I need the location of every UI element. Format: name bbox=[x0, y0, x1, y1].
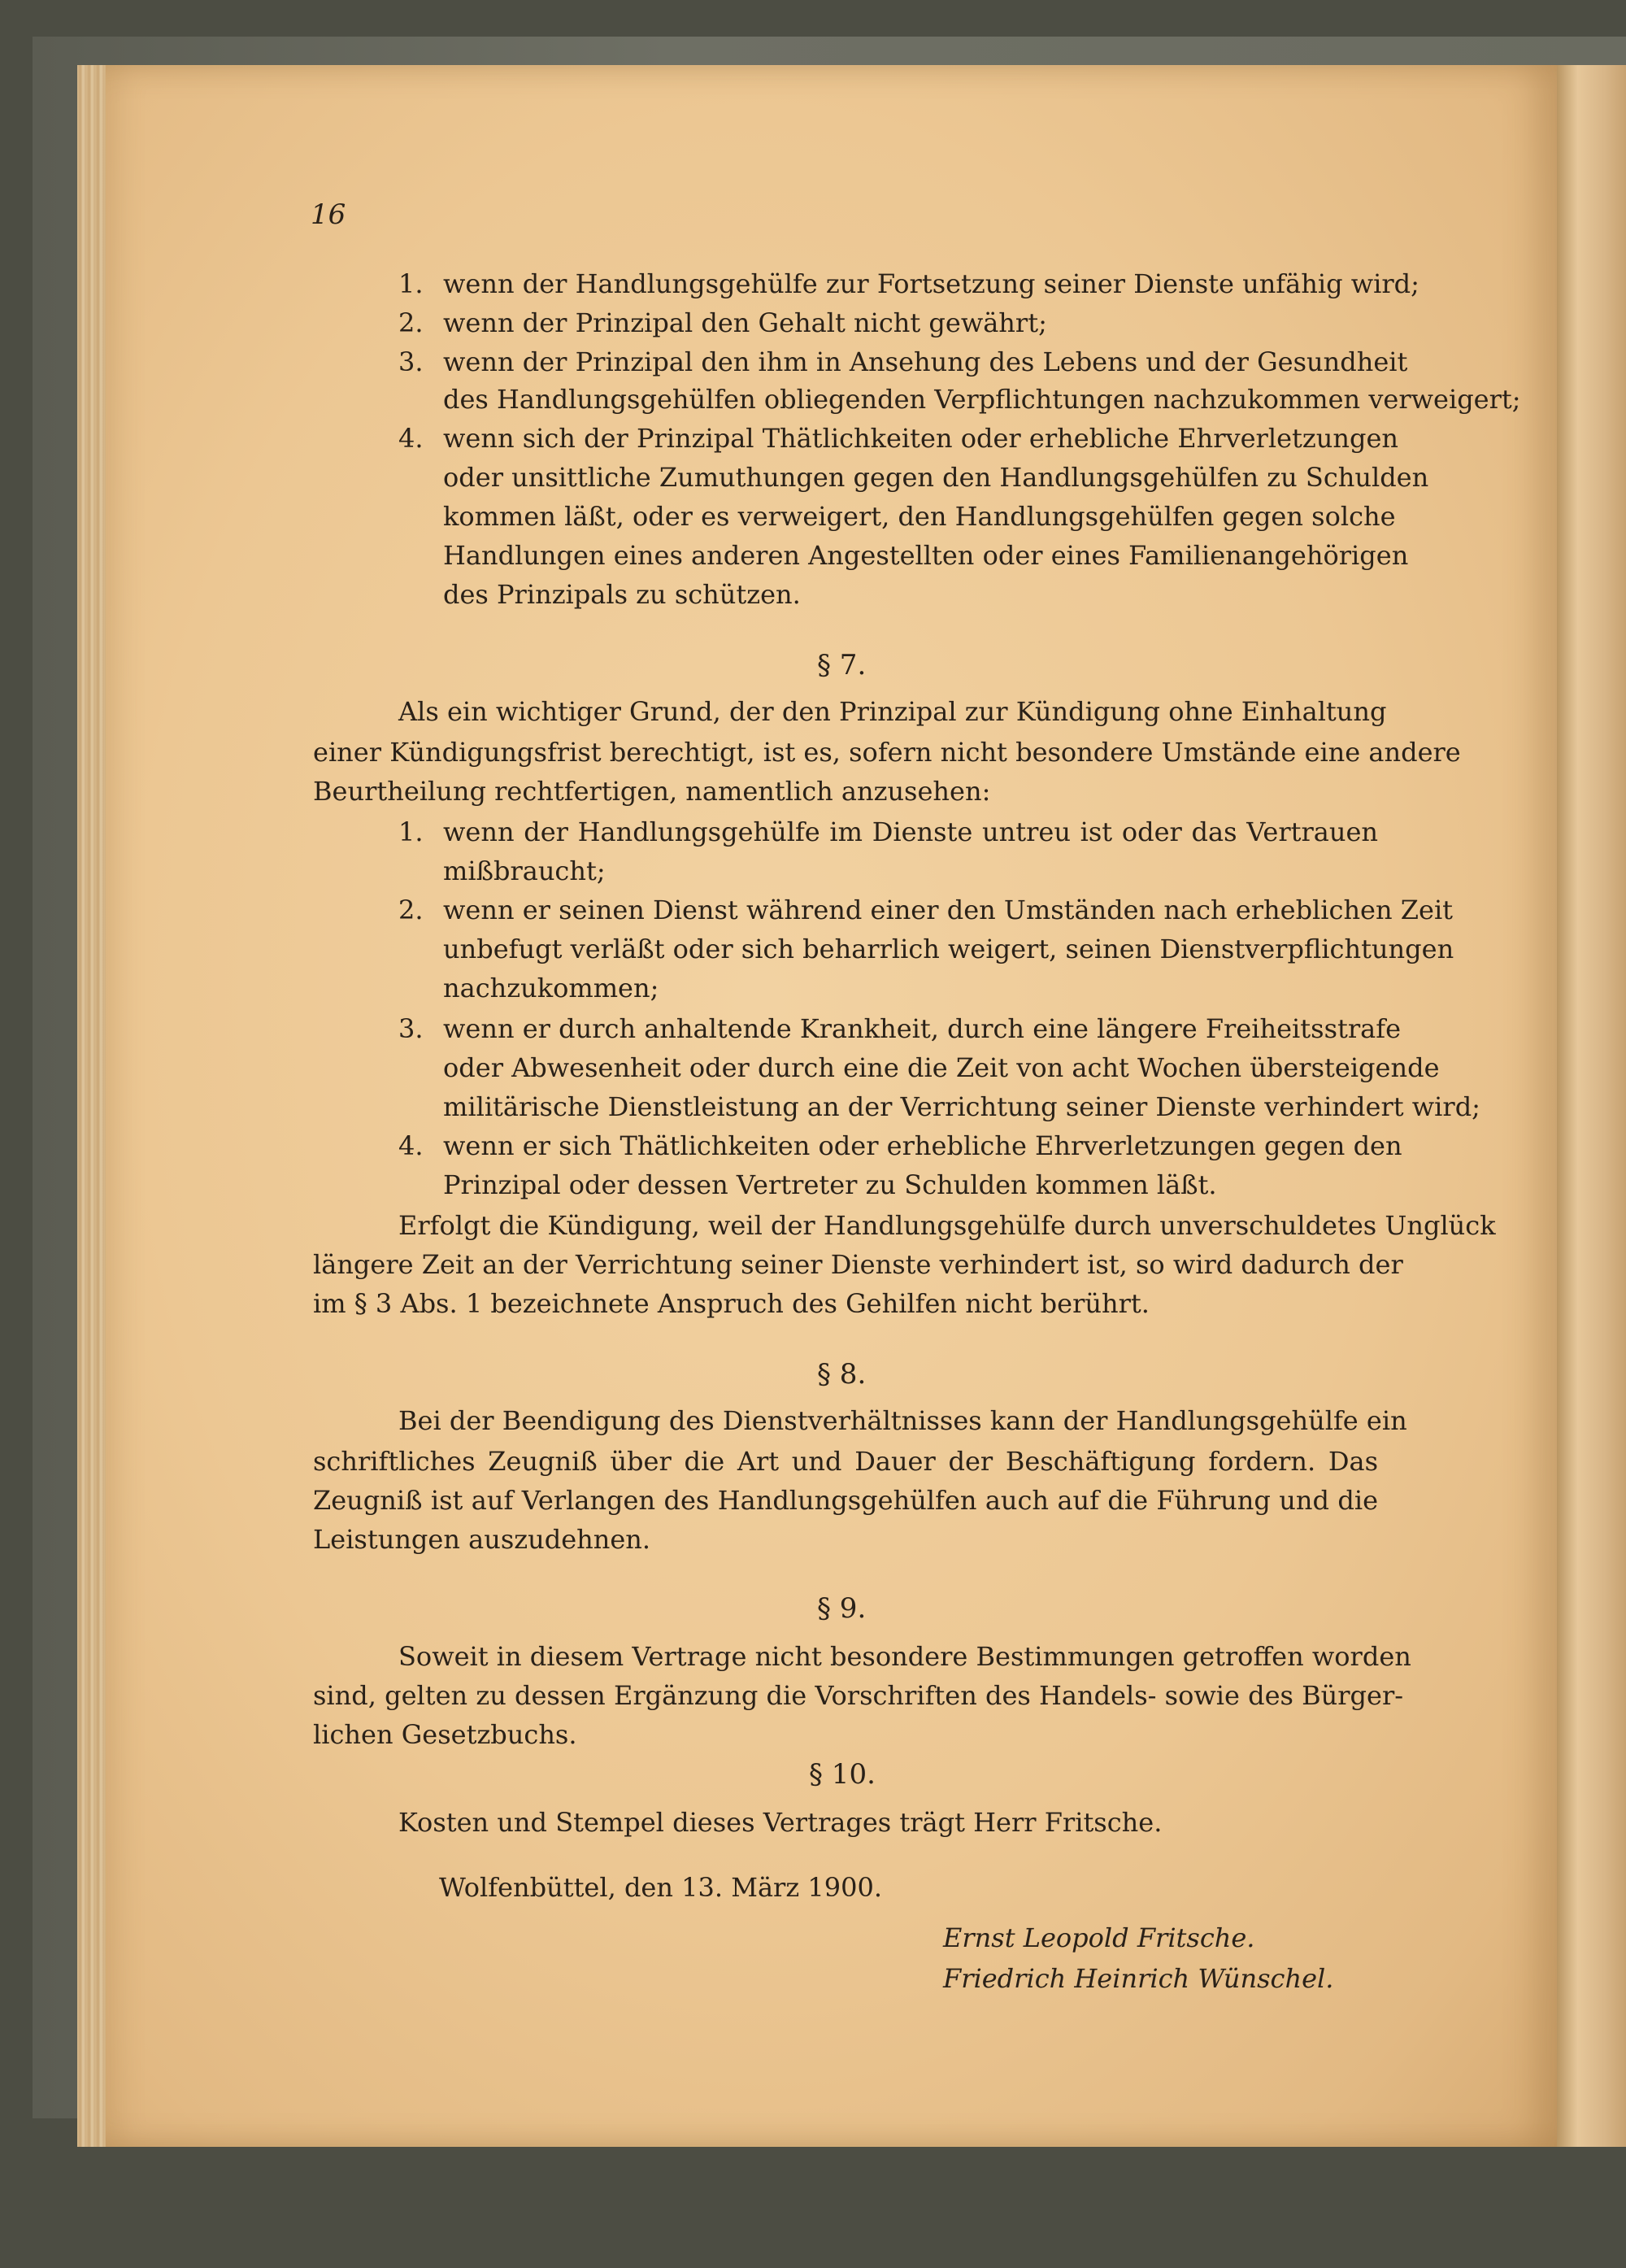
paragraph-line: Zeugniß ist auf Verlangen des Handlungsgehülfen auch auf die Führung und die bbox=[313, 1485, 1378, 1516]
paragraph-line: lichen Gesetzbuchs. bbox=[313, 1719, 577, 1750]
list-item-line: wenn er seinen Dienst während einer den Umständen nach erheblichen Zeit bbox=[443, 895, 1454, 925]
paragraph-line: Soweit in diesem Vertrage nicht besondere Bestimmungen getroffen worden bbox=[398, 1641, 1411, 1672]
paragraph-line: schriftliches Zeugniß über die Art und Dauer der Beschäftigung fordern. Das bbox=[313, 1446, 1378, 1477]
paragraph-line: Als ein wichtiger Grund, der den Prinzipal zur Kündigung ohne Einhaltung bbox=[398, 696, 1387, 727]
list-number: 1. bbox=[398, 816, 424, 847]
list-number: 1. bbox=[398, 268, 424, 299]
list-item-line: oder unsittliche Zumuthungen gegen den Handlungsgehülfen zu Schulden bbox=[443, 462, 1429, 493]
list-number: 2. bbox=[398, 895, 424, 925]
list-item-line: Prinzipal oder dessen Vertreter zu Schulden kommen läßt. bbox=[443, 1169, 1217, 1200]
list-item-line: militärische Dienstleistung an der Verrichtung seiner Dienste verhindert wird; bbox=[443, 1091, 1480, 1122]
section-heading: § 10. bbox=[809, 1758, 876, 1791]
signature-2: Friedrich Heinrich Wünschel. bbox=[943, 1963, 1334, 1994]
list-number: 3. bbox=[398, 1013, 424, 1044]
list-item-line: wenn der Prinzipal den Gehalt nicht gewährt; bbox=[443, 307, 1047, 338]
list-item-line: Handlungen eines anderen Angestellten oder eines Familienangehörigen bbox=[443, 540, 1409, 571]
section-heading: § 7. bbox=[817, 649, 867, 681]
list-item-line: unbefugt verläßt oder sich beharrlich weigert, seinen Dienstverpflichtungen bbox=[443, 934, 1454, 964]
list-item-line: wenn er sich Thätlichkeiten oder erhebliche Ehrverletzungen gegen den bbox=[443, 1130, 1402, 1161]
paragraph-line: sind, gelten zu dessen Ergänzung die Vorschriften des Handels- sowie des Bürger- bbox=[313, 1680, 1404, 1711]
list-item-line: mißbraucht; bbox=[443, 855, 606, 886]
paragraph-line: Bei der Beendigung des Dienstverhältnisses kann der Handlungsgehülfe ein bbox=[398, 1405, 1407, 1436]
paragraph-line: längere Zeit an der Verrichtung seiner Dienste verhindert ist, so wird dadurch der bbox=[313, 1249, 1403, 1280]
place-date: Wolfenbüttel, den 13. März 1900. bbox=[439, 1872, 882, 1903]
page-number: 16 bbox=[311, 198, 346, 231]
list-number: 4. bbox=[398, 1130, 424, 1161]
list-number: 3. bbox=[398, 346, 424, 377]
paragraph-line: einer Kündigungsfrist berechtigt, ist es, sofern nicht besondere Umstände eine andere bbox=[313, 737, 1461, 768]
section-heading: § 8. bbox=[817, 1358, 867, 1391]
book-gutter bbox=[1557, 65, 1626, 2147]
list-number: 2. bbox=[398, 307, 424, 338]
paragraph-line: Leistungen auszudehnen. bbox=[313, 1524, 651, 1555]
list-item-line: wenn der Prinzipal den ihm in Ansehung des Lebens und der Gesundheit bbox=[443, 346, 1408, 377]
list-item-line: nachzukommen; bbox=[443, 973, 659, 1003]
signature-1: Ernst Leopold Fritsche. bbox=[943, 1922, 1255, 1953]
list-item-line: wenn er durch anhaltende Krankheit, durch eine längere Freiheitsstrafe bbox=[443, 1013, 1401, 1044]
list-item-line: des Handlungsgehülfen obliegenden Verpflichtungen nachzukommen verweigert; bbox=[443, 384, 1521, 415]
paragraph-line: Erfolgt die Kündigung, weil der Handlungsgehülfe durch unverschuldetes Unglück bbox=[398, 1210, 1496, 1241]
paragraph-line: Kosten und Stempel dieses Vertrages trägt Herr Fritsche. bbox=[398, 1807, 1163, 1838]
list-item-line: kommen läßt, oder es verweigert, den Handlungsgehülfen gegen solche bbox=[443, 501, 1396, 532]
list-item-line: wenn der Handlungsgehülfe im Dienste untreu ist oder das Vertrauen bbox=[443, 816, 1378, 847]
paragraph-line: Beurtheilung rechtfertigen, namentlich anzusehen: bbox=[313, 776, 991, 807]
list-item-line: des Prinzipals zu schützen. bbox=[443, 579, 801, 610]
list-number: 4. bbox=[398, 423, 424, 454]
list-item-line: wenn sich der Prinzipal Thätlichkeiten oder erhebliche Ehrverletzungen bbox=[443, 423, 1398, 454]
paragraph-line: im § 3 Abs. 1 bezeichnete Anspruch des Gehilfen nicht berührt. bbox=[313, 1288, 1150, 1319]
section-heading: § 9. bbox=[817, 1592, 867, 1625]
list-item-line: oder Abwesenheit oder durch eine die Zeit von acht Wochen übersteigende bbox=[443, 1052, 1440, 1083]
list-item-line: wenn der Handlungsgehülfe zur Fortsetzung seiner Dienste unfähig wird; bbox=[443, 268, 1419, 299]
